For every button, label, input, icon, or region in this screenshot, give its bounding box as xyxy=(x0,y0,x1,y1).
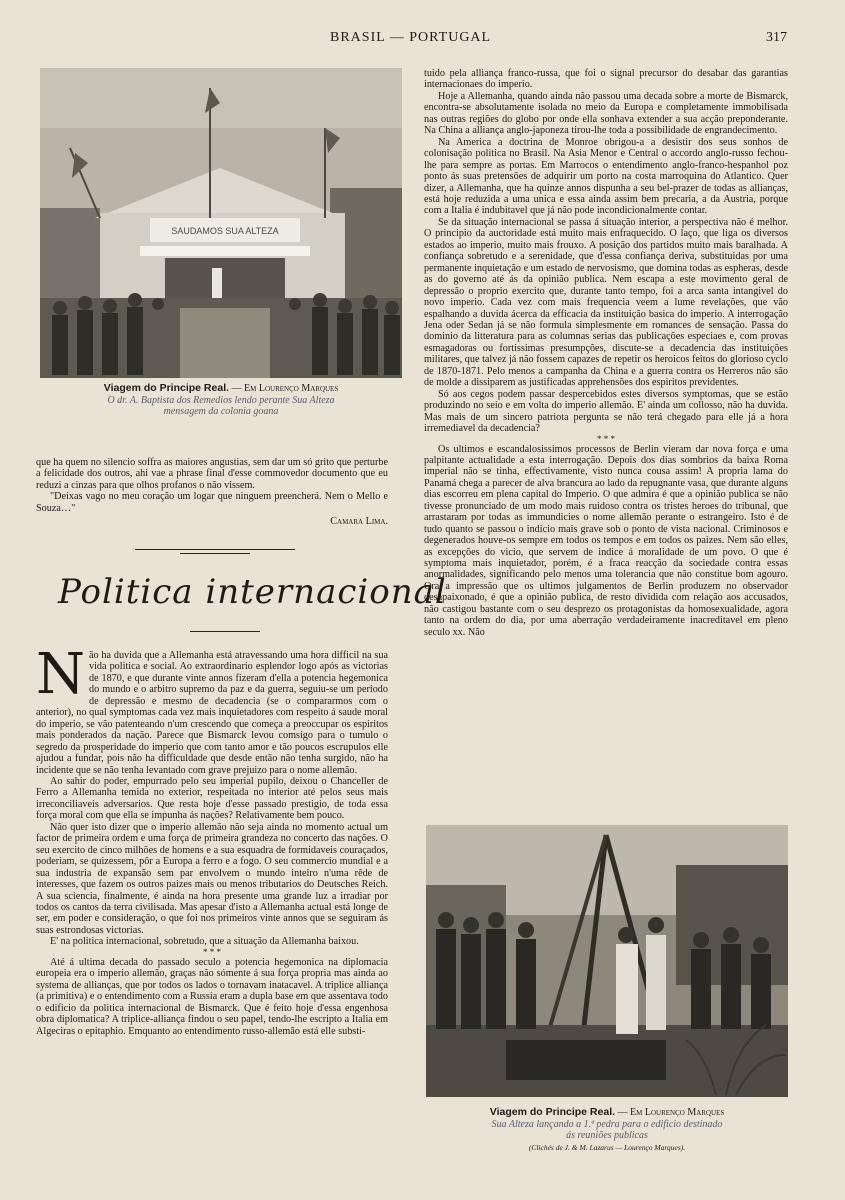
running-title: BRASIL — PORTUGAL xyxy=(330,30,492,45)
right-article-paragraph-6: Os ultimos e escandalosissimos processos de Berlin vieram dar nova força e uma palpitante actualidade a esta interrogação. Depois dos dias sombrios da baixa Roma imperial não se tinha, effectivamente, visto nunca cousa assim! A propria lama do Panamá chega a parecer de alva brancura ao lado da repugnante vasa, que durante alguns dias escorreu em plena capital do Imperio. O que admira é que a opinião publica se não tivesse pronunciado de um modo mais ruidoso contra os tristes heroes do tribunal, que arrastaram por todas as immundicies o nome allemão perante o estrangeiro. Isto é de tudo quanto se passou o indicio mais grave sob o ponto de vista nacional. Criminosos e degenerados houve-os sempre em todos os tempos e em todos os paizes. Nem são elles, as excepções do vicio, que servem de indice á moralidade de um povo. O que é symptoma mais inquietador, porém, é a fraca reacção da sociedade contra essas anormalidades, significando pelo menos uma tolerancia que não constitue bom agouro. Ora a impressão que os ultimos julgamentos de Berlin produzem no observador desapaixonado, é que a opinião publica, de resto dividida com relação aos accusados, não castigou bastante com o seu desprezo os protagonistas da homosexualidade, agora tanto na ordem do dia, por uma aberração verdadeiramente inacreditavel em pleno seculo xx. Não xyxy=(424,443,788,638)
section-stars: * * * xyxy=(203,946,221,957)
right-article-paragraph-4: Se da situação internacional se passa á situação interior, a perspectiva não é melhor. O principio da auctoridade está muito mais enfraquecido. O laço, que liga os diversos estados ao imperio, muito mais frouxo. A posição dos partidos muito mais baralhada. A confiança sobretudo e a serenidade, que d'essa confiança deriva, substituidas por uma permanente inquietação e um estado de nervosismo, que domina todas as espheras, desde as do governo até ás da opinião publica. Nem escapa a este movimento geral de depressão o proprio exercito que, durante tanto tempo, foi a arca santa intangivel do novo imperio. Cada vez com mais frequencia veem a lume revelações, que vão espalhando a duvida ácerca da efficacia da instituição basica do imperio. A interrogação Jena oder Sedan já se não formula simplesmente em romances de sensação. Passa do dominio da litteratura para as columnas serias das publicações especiaes e, com provas esmagadoras ou fortissimas presumpções, discute-se a decadencia das instituições militares, que talvez já não fossem capazes de repetir os heroicos feitos do glorioso cyclo de 1870-1871. Pelo menos a campanha da China e a guerra contra os Herreros não são de molde a dissiparem as justificadas apprehensões dos espiritos previdentes. xyxy=(424,216,788,389)
photo-foundation-stone xyxy=(426,825,788,1097)
section-title: Politica internacional xyxy=(58,572,447,612)
bottom-caption-place: — Em Lourenço Marques xyxy=(617,1107,725,1118)
top-caption-line3: mensagem da colonia goana xyxy=(163,406,279,417)
photo-ceremony-pavilion xyxy=(40,68,402,378)
dropcap-letter: N xyxy=(36,642,85,707)
left-article-paragraph-5: Até á ultima decada do passado seculo a potencia hegemonica na diplomacia europeia era o imperio allemão, graças não sómente á sua força propria mas ainda ao systema de allianças, que por todos os lados o tornavam inatacavel. A triplice alliança (a primitiva) e o entendimento com a Russia eram a dupla base em que assentava todo o edificio da politica internacional de Bismarck. Que é feito hoje d'essa engenhosa obra diplomatica? A triplice-alliança findou o seu papel, tendo-lhe escripto a Italia em Algeciras o epitaphio. Emquanto ao entendimento russo-allemão está elle substi- xyxy=(36,956,388,1037)
pavilion-banner-text: SAUDAMOS SUA ALTEZA xyxy=(171,226,279,236)
left-article xyxy=(36,642,388,1037)
bottom-caption-title: Viagem do Principe Real. xyxy=(489,1106,616,1118)
right-article-paragraph-1: tuido pela alliança franco-russa, que foi o signal precursor do desabar das garantias internacionaes do imperio. xyxy=(424,68,788,91)
top-caption-place: — Em Lourenço Marques xyxy=(231,383,339,394)
divider-rule xyxy=(135,549,295,550)
right-article-paragraph-5: Só aos cegos podem passar despercebidos estes diversos symptomas, que se estão produzindo no seio e em volta do imperio allemão. E' ainda um collosso, não ha duvida. Mas mais de um sincero patriota pergunta se não terá chegado para elle já a hora irremediavel da decadencia? xyxy=(424,388,788,435)
divider-rule-thin xyxy=(180,553,250,554)
author-signature: Camara Lima. xyxy=(330,516,388,528)
left-article-paragraph-2: Ao sahir do poder, empurrado pelo seu imperial pupilo, deixou o Chanceller de Ferro a Allemanha temida no exterior, respeitada no interior até pelos seus mais irreconciliaveis adversarios. Que resta hoje d'esse passado prestigio, de toda essa força moral com que ella se impunha ás nações? Relativamente bem pouco. xyxy=(36,775,388,822)
bottom-caption-line3: ás reuniões publicas xyxy=(566,1130,648,1141)
top-photo-caption xyxy=(40,383,402,418)
left-article-paragraph-1: ão ha duvida que a Allemanha está atravessando uma hora difficil na sua vida politica e social. Ao extraordinario esplendor logo após as victorias de 1870, e que durante vinte annos fizeram d'ella a potencia hegemonica do mundo e o arbitro supremo da paz e da guerra, seguiu-se um periodo de depressão e mesmo de decadencia (se o compararmos com o anterior), no qual symptomas cada vez mais inquietadores com respeito á saude moral do imperio, se vão patenteando n'um crescendo que começa a preoccupar os espiritos mais ponderados da nação. Parece que Bismarck levou comsigo para o tumulo o segredo da prosperidade do imperio que com tanto amor e tão poucos escrupulos elle ajudou a fundar, pois não ha difficuldade que desde então não tenha surgido, não ha incidente que se não tenha levantado com grave prejuizo para o nome allemão. xyxy=(36,650,388,776)
right-article xyxy=(424,68,788,638)
page-number: 317 xyxy=(766,30,787,45)
top-caption-line2: O dr. A. Baptista dos Remedios lendo perante Sua Alteza xyxy=(107,394,335,406)
left-article-paragraph-3: Não quer isto dizer que o imperio allemão não seja ainda no momento actual um factor de primeira ordem e uma força de primeira grandeza no concerto das nações. O seu exercito de cinco milhões de homens e a sua esquadra de formidaveis couraçados, poderiam, se quizessem, pôr a Europa a ferro e a fogo. O seu commercio mundial e a sua industria de expansão sem par envolvem o mundo inteiro n'uma rêde de interesses, que fazem os outros paizes mais ou menos tributarios do Deutsches Reich. A sua sciencia, finalmente, é ainda na hora presente uma grande luz a irradiar por todos os cantos da terra civilisada. Mas apesar d'isto a Allemanha actual está longe de ser, em poder e consideração, o que foi nos primeiros vinte annos que se seguiram ás suas estrondosas victorias. xyxy=(36,821,388,936)
left-top-paragraph-1: que ha quem no silencio soffra as maiores angustias, sem dar um só grito que perturbe a felicidade dos outros, ahi vae a phrase final d'esse commovedor documento que eu reduzi a cinzas para que olhos profanos o não vissem. xyxy=(36,457,388,491)
bottom-caption-line2: Sua Alteza lançando a 1.ª pedra para o edificio destinado xyxy=(491,1118,723,1130)
left-top-text xyxy=(36,457,388,528)
photo-credit: (Clichés de J. & M. Lazarus — Lourenço Marques). xyxy=(528,1142,686,1152)
page-header xyxy=(0,30,845,48)
right-article-paragraph-3: Na America a doctrina de Monroe obrigou-a a desistir dos seus sonhos de colonisação politica no Brasil. Na Asia Menor e Central o accordo anglo-russo fechou-lhe para sempre as portas. Em Marrocos o entendimento anglo-franco-hespanhol poz ponto ás suas pretensões de adquirir um porto na costa marroquina do Atlantico. Quer dizer, a Allemanha, que ha quinze annos dispunha a seu bel-prazer de todas as allianças, está hoje reduzida a uma unica e essa ainda assim bem precaria, a da Austria, porque com a Italia é indubitavel que já não pode incondicionalmente contar. xyxy=(424,136,788,217)
top-caption-title: Viagem do Principe Real. xyxy=(103,382,230,394)
left-article-paragraph-4: E' na politica internacional, sobretudo, que a situação da Allemanha baixou. xyxy=(50,936,359,948)
right-article-paragraph-2: Hoje a Allemanha, quando ainda não passou uma decada sobre a morte de Bismarck, encontra-se absolutamente isolada no meio da Europa e completamente immobilisada nas outras regiões do globo por onde ella sonhava extender a sua acção preponderante. Na China a alliança anglo-japoneza tirou-lhe toda a possibilidade de engrandecimento. xyxy=(424,90,788,137)
section-stars-right: * * * xyxy=(597,433,615,444)
left-top-paragraph-2: "Deixas vago no meu coração um logar que ninguem preencherá. Nem o Mello e Souza…" xyxy=(36,491,388,514)
title-underline xyxy=(190,631,260,632)
bottom-photo-caption xyxy=(426,1107,788,1153)
